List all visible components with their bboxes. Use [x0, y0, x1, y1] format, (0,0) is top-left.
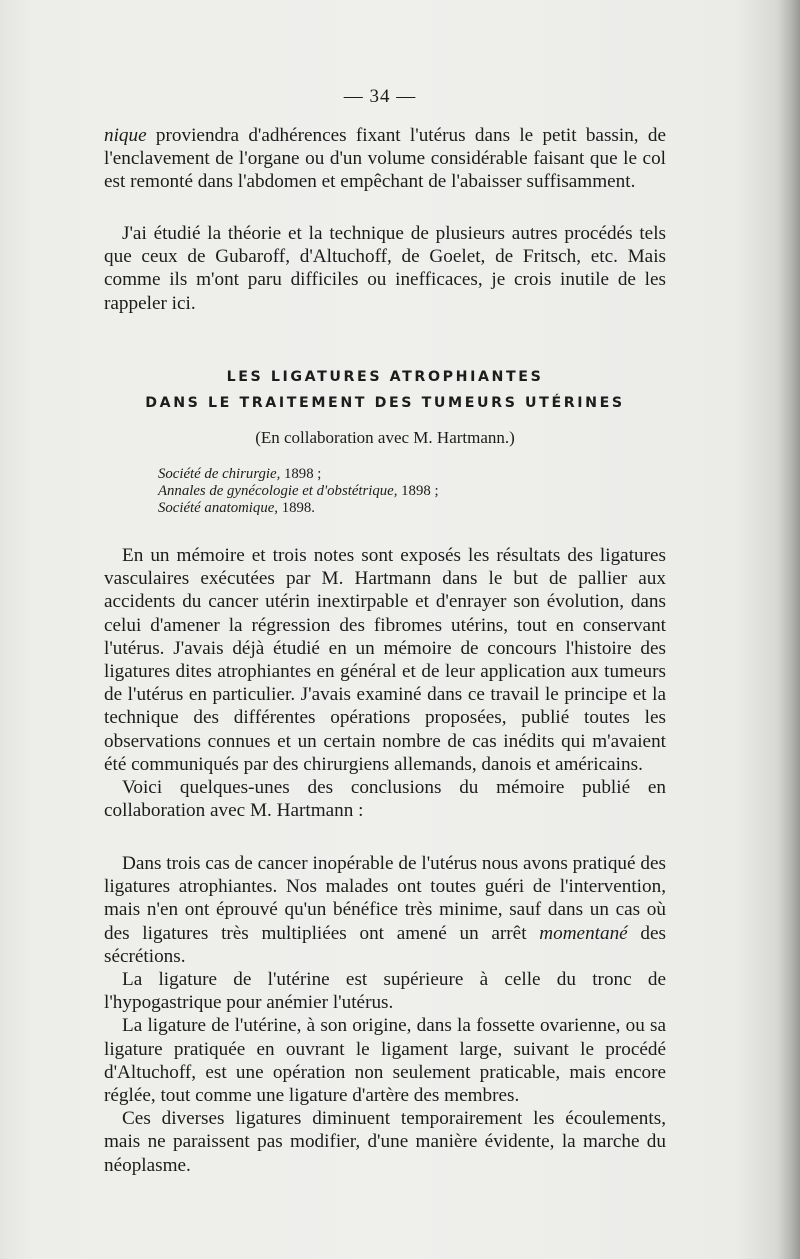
collaboration-note: (En collaboration avec M. Hartmann.): [255, 428, 515, 447]
conclusion-text: Dans trois cas de cancer inopérable de l'utérus nous avons pratiqué des ligatures atrophiantes. Nos malades ont toutes guéri de l'intervention, mais n'en ont éprouvé qu'un bénéfice très minime, sauf dans un cas où des ligatures très multipliées ont amené un arrêt: [104, 853, 666, 944]
reference-item: [158, 483, 638, 500]
conclusion-italic: momentané: [539, 922, 628, 944]
reference-journal: Société de chirurgie,: [158, 466, 281, 482]
intro-italic-lead: nique: [104, 125, 147, 146]
reference-journal: Société anatomique,: [158, 500, 278, 516]
reference-journal: Annales de gynécologie et d'obstétrique,: [158, 483, 398, 499]
reference-item: [158, 466, 638, 483]
page-number: — 34 —: [343, 86, 417, 107]
conclusion-paragraph: Ces diverses ligatures diminuent temporairement les écoulements, mais ne paraissent pas modifier, d'une manière évidente, la marche du néoplasme.: [104, 1108, 666, 1176]
section-title-line2: DANS LE TRAITEMENT DES TUMEURS UTÉRINES: [145, 395, 625, 411]
section-title-line1: LES LIGATURES ATROPHIANTES: [226, 369, 544, 385]
conclusion-paragraph: La ligature de l'utérine, à son origine, dans la fossette ovarienne, ou sa ligature pratiquée en ouvrant le ligament large, suivant le procédé d'Altuchoff, est une opération non seulement praticable, mais encore réglée, tout comme une ligature d'artère des membres.: [104, 1015, 666, 1107]
reference-year: 1898 ;: [397, 483, 439, 499]
second-paragraph: [104, 222, 666, 315]
references-list: [158, 466, 638, 517]
conclusion-paragraph: [104, 852, 666, 968]
second-paragraph-text: J'ai étudié la théorie et la technique de plusieurs autres procédés tels que ceux de Gubaroff, d'Altuchoff, de Goelet, de Fritsch, etc. Mais comme ils m'ont paru difficiles ou inefficaces, je crois inutile de les rappeler ici.: [104, 223, 666, 314]
conclusion-paragraph: La ligature de l'utérine est supérieure à celle du tronc de l'hypogastrique pour anémier l'utérus.: [104, 969, 666, 1014]
body-section: [104, 544, 666, 822]
intro-paragraph: [104, 124, 666, 194]
body-paragraph: Voici quelques-unes des conclusions du mémoire publié en collaboration avec M. Hartmann :: [104, 777, 666, 822]
body-paragraph: En un mémoire et trois notes sont exposés les résultats des ligatures vasculaires exécutées par M. Hartmann dans le but de pallier aux accidents du cancer utérin inextirpable et d'enrayer son évolution, dans celui d'amener la régression des fibromes utérins, tout en conservant l'utérus. J'avais déjà étudié en un mémoire de concours l'histoire des ligatures dites atrophiantes en général et de leur application aux tumeurs de l'utérus en particulier. J'avais examiné dans ce travail le principe et la technique des différentes opérations proposées, publié toutes les observations connues et un certain nombre de cas inédits qui m'avaient été communiqués par des chirurgiens allemands, danois et américains.: [104, 545, 666, 775]
reference-year: 1898 ;: [280, 466, 322, 482]
conclusions-section: [104, 852, 666, 1177]
intro-text: proviendra d'adhérences fixant l'utérus dans le petit bassin, de l'enclavement de l'organe ou d'un volume considérable faisant que le col est remonté dans l'abdomen et empêchant de l'abaisser suffisamment.: [104, 125, 666, 193]
reference-item: [158, 500, 638, 517]
page-spine-shadow: [778, 0, 800, 1259]
reference-year: 1898.: [278, 500, 315, 516]
conclusion-text: des sécrétions.: [104, 922, 666, 967]
